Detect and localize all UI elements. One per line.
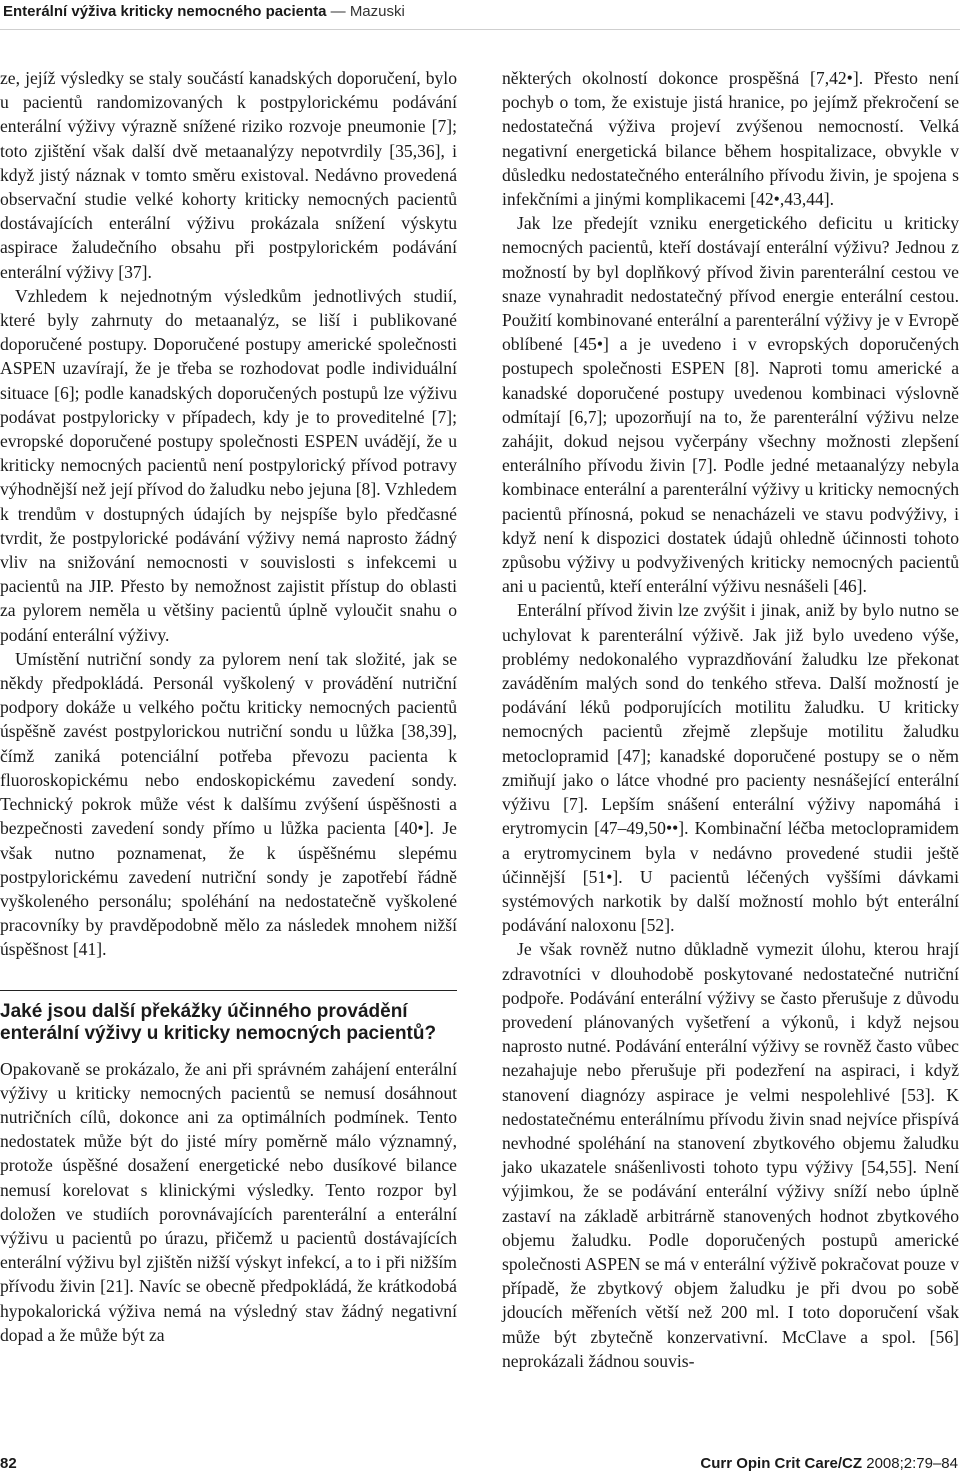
page-footer — [0, 1452, 960, 1475]
body-paragraph: Jak lze předejít vzniku energetického deficitu u kriticky nemocných pacientů, kteří dostávají enterální výživu? Jednou z možností by byl doplňkový přívod živin parenterální cestou ve snaze vynahradit nedostatečný přívod energie enterální cestou. Použití kombinované enterální a parenterální výživy je v Evropě oblíbené [45•] a je uvedeno i v evropských doporučených postupech společnosti ESPEN [8]. Naproti tomu americké a kanadské doporučené postupy uvedenou kombinaci výslovně odmítají [6,7]; upozorňují na to, že parenterální výživu nelze zahájit, dokud nejsou vyčerpány všechny možnosti zlepšení enterálního přívodu živin [7]. Podle jedné metaanalýzy nebyla kombinace enterální a parenterální výživy u kriticky nemocných pacientů přínosná, pokud se nenacházeli ve stavu podvýživy, i když není k dispozici dostatek údajů ohledně účinnosti tohoto způsobu výživy u podvyživených kriticky nemocných pacientů ani u pacientů, kteří enterální výživu nesnášeli [46]. — [502, 213, 959, 597]
header-author: Mazuski — [349, 3, 405, 20]
body-paragraph: Enterální přívod živin lze zvýšit i jinak, aniž by bylo nutno se uchylovat k parenterální výživě. Jak již bylo uvedeno výše, problémy nedokonalého vyprazdňování žaludku lze překonat zaváděním malých sond do tenkého střeva. Další možností je podávání léků podporujících motilitu žaludku. U kriticky nemocných pacientů zřejmě zlepšuje motilitu žaludku metoclopramid [47]; kanadské doporučené postupy se o něm zmiňují jako o látce vhodné pro pacienty nesnášející enterální výživu [7]. Lepším snášení enterální výživy napomáhá i erytromycin [47–49,50••]. Kombinační léčba metoclopramidem a erytromycinem byla v nedávno provedené studii ještě účinnější [51•]. U pacientů léčených vyššími dávkami systémových narkotik by další možností mohlo být enterální podávání naloxonu [52]. — [502, 600, 959, 936]
left-column — [0, 66, 457, 1347]
running-header — [0, 0, 960, 30]
journal-citation — [700, 1452, 958, 1475]
body-paragraph: Vzhledem k nejednotným výsledkům jednotlivých studií, které byly zahrnuty do metaanalýz, se liší i publikované doporučené postupy. Doporučené postupy americké společnosti ASPEN uzavírají, že je třeba se rozhodovat podle individuální situace [6]; podle kanadských doporučených postupů lze výživu podávat postpyloricky v případech, kdy je to proveditelné [7]; evropské doporučené postupy společnosti ESPEN uvádějí, že u kriticky nemocných pacientů není postpylorický přívod potravy výhodnější než její přívod do žaludku nebo jejuna [8]. Vzhledem k trendům v dostupných údajích by nejspíše bylo předčasné tvrdit, že postpylorické podávání výživy nemá naprosto žádný vliv na snižování nemocnosti v souvislosti s infekcemi u pacientů na JIP. Přesto by nemožnost zajistit přístup do oblasti za pylorem neměla u většiny pacientů úplně vyloučit snahu o podání enterální výživy. — [0, 285, 457, 645]
header-separator: — — [326, 3, 350, 20]
section-heading: Jaké jsou další překážky účinného provádění enterální výživy u kriticky nemocných pacientů? — [0, 1000, 437, 1044]
section-divider — [0, 990, 457, 991]
right-column — [502, 66, 959, 1373]
header-title: Enterální výživa kriticky nemocného pacienta — [3, 3, 327, 20]
journal-name: Curr Opin Crit Care/CZ — [700, 1455, 863, 1472]
body-paragraph: Je však rovněž nutno důkladně vymezit úlohu, kterou hrají zdravotníci v dlouhodobě poskytované nedostatečné nutriční podpoře. Podávání enterální výživy se často přerušuje z důvodu provedení plánovaných vyšetření a výkonů, i když nejsou naprosto nutné. Podávání enterální výživy se rovněž často vůbec nezahajuje nebo přerušuje při podezření na aspiraci, i když stanovení diagnózy aspirace je velmi nespolehlivé [53]. K nedostatečnému enterálnímu přívodu živin snad nejvíce přispívá nevhodné spoléhání na stanovení zbytkového objemu žaludku jako ukazatele snášenlivosti tohoto typu výživy [54,55]. Není výjimkou, že se podávání enterální výživy sníží nebo úplně zastaví na základě arbitrárně stanovených hodnot zbytkového objemu žaludku. Podle doporučených postupů americké společnosti ASPEN se má v enterální výživě pokračovat pouze v případě, že zbytkový objem žaludku je při dvou po sobě jdoucích měřeních větší než 200 ml. I toto doporučení však může být zbytečně konzervativní. McClave a spol. [56] neprokázali žádnou souvis- — [502, 939, 959, 1371]
body-paragraph: Umístění nutriční sondy za pylorem není tak složité, jak se někdy předpokládá. Personál vyškolený v provádění nutriční podpory dokáže u velkého počtu kriticky nemocných pacientů úspěšně zavést postpylorickou nutriční sondu u lůžka [38,39], čímž zaniká potenciální potřeba převozu pacienta k fluoroskopickému nebo endoskopickému zavedení sondy. Technický pokrok může vést k dalšímu zvýšení úspěšnosti a bezpečnosti zavedení sondy přímo u lůžka pacienta [40•]. Je však nutno poznamenat, že k úspěšnému slepému postpylorickému zavedení nutriční sondy je zapotřebí řádně vyškoleného personálu; spoléhání na nedostatečně vyškolené pracovníky by pravděpodobně mělo za následek mnohem nižší úspěšnost [41]. — [0, 648, 457, 960]
journal-issue: 2008;2:79–84 — [862, 1455, 958, 1472]
body-paragraph: některých okolností dokonce prospěšná [7,42•]. Přesto není pochyb o tom, že existuje jistá hranice, po jejímž překročení se nedostatečná výživa projeví zvýšenou nemocností. Velká negativní energetická bilance během hospitalizace, obvykle v důsledku nedostatečného enterálního přívodu živin, je spojena s infekčními a jinými komplikacemi [42•,43,44]. — [502, 68, 959, 210]
body-paragraph: ze, jejíž výsledky se staly součástí kanadských doporučení, bylo u pacientů randomizovaných k postpylorickému podávání enterální výživy výrazně snížené riziko rozvoje pneumonie [7]; toto zjištění však další dvě metaanalýzy nepotvrdily [35,36], i když jistý náznak v tomto směru existoval. Nedávno provedená observační studie velké kohorty kriticky nemocných pacientů dostávajících enterální výživu prokázala snížení výskytu aspirace žaludečního obsahu při postpylorickém podávání enterální výživy [37]. — [0, 68, 457, 282]
body-paragraph: Opakovaně se prokázalo, že ani při správném zahájení enterální výživy u kriticky nemocných pacientů se nemusí dosáhnout nutričních cílů, dokonce ani za optimálních podmínek. Tento nedostatek může být do jisté míry poměrně málo významný, protože úspěšné dosažení energetické nebo dusíkové bilance nemusí korelovat s klinickými výsledky. Tento rozpor byl doložen ve studiích porovnávajících parenterální a enterální výživu u pacientů po úrazu, přičemž u pacientů dostávajících enterální výživu byl zjištěn nižší výskyt infekcí, a to i při nižším přívodu živin [21]. Navíc se obecně předpokládá, že krátkodobá hypokalorická výživa nemá na výsledný stav žádný negativní dopad a že může být za — [0, 1058, 457, 1345]
page-number: 82 — [0, 1455, 17, 1472]
